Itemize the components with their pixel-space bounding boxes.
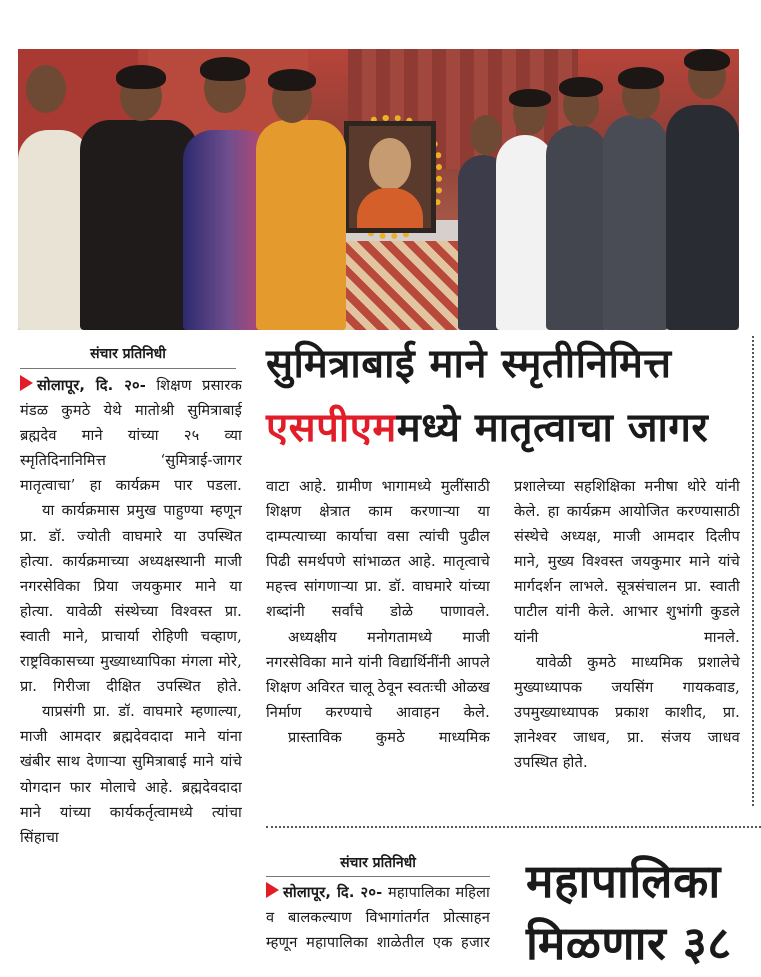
article-column-1 [20,373,242,850]
bullet-triangle-icon [20,375,33,391]
paragraph-text: शिक्षण प्रसारक मंडळ कुमठे येथे मातोश्री सुमित्राबाई ब्रह्मदेव माने यांच्या २५ व्या स्मृतिदिनानिमित्त ‘सुमित्राई-जागर मातृत्वाचा’ हा कार्यक्रम पार पडला. [20,377,242,495]
column-1-paragraph-1 [20,373,242,498]
column-3-paragraph-2: यावेळी कुमठे माध्यमिक प्रशालेचे मुख्याध्यापक जयसिंग गायकवाड, उपमुख्याध्यापक प्रकाश काशीद, प्रा. ज्ञानेश्वर जाधव, प्रा. संजय जाधव उपस्थित होते. [514,653,740,772]
byline-article-2: संचार प्रतिनिधी [340,855,416,871]
column-1-paragraph-3: याप्रसंगी प्रा. डॉ. वाघमारे म्हणाल्या, माजी आमदार ब्रह्मदेवदादा माने यांना खंबीर साथ देणाऱ्या सुमित्राबाई माने यांचे योगदान फार मोलाचे आहे. ब्रह्मदेवदादा माने यांच्या कार्यकर्तृत्वामध्ये त्यांचा सिंहाचा [20,703,242,846]
byline-rule [20,368,236,369]
byline: संचार प्रतिनिधी [90,346,166,362]
column-1-paragraph-2: या कार्यक्रमास प्रमुख पाहुण्या म्हणून प्रा. डॉ. ज्योती वाघमारे या उपस्थित होत्या. कार्यक्रमाच्या अध्यक्षस्थानी माजी नगरसेविका प्रिया जयकुमार माने या होत्या. यावेळी संस्थेच्या विश्वस्त प्रा. स्वाती माने, प्राचार्या रोहिणी चव्हाण, राष्ट्रविकासच्या मुख्याध्यापिका मंगला मोरे, प्रा. गिरीजा दीक्षित उपस्थित होते. [20,502,242,696]
headline-black-part: मध्ये मातृत्वाचा जागर [396,405,709,451]
dateline-article-2: सोलापूर, दि. २०- [283,884,383,901]
column-3-paragraph-1: प्रशालेच्या सहशिक्षिका मनीषा थोरे यांनी केले. हा कार्यक्रम आयोजित करण्यासाठी संस्थेचे अध्यक्ष, माजी आमदार दिलीप माने, मुख्य विश्वस्त जयकुमार माने यांचे मार्गदर्शन लाभले. सूत्रसंचालन प्रा. स्वाती पाटील यांनी केले. आभार शुभांगी कुडले यांनी मानले. [514,478,740,646]
article-2-text: महापालिका महिला व बालकल्याण विभागांतर्गत प्रोत्साहन म्हणून महापालिका शाळेतील एक हजार [266,884,490,952]
column-2-paragraph-2: अध्यक्षीय मनोगतामध्ये माजी नगरसेविका माने यांनी विद्यार्थिनींनी आपले शिक्षण अविरत चालू ठेवून स्वतःची ओळख निर्माण करण्याचे आवाहन केले. [266,628,490,721]
article-column-2 [266,474,490,750]
event-photo [18,49,739,330]
portrait-frame [344,121,436,233]
headline-line-2 [266,403,708,453]
article-2-headline-line-2: मिळणार ३८ [526,916,732,970]
column-2-paragraph-1: वाटा आहे. ग्रामीण भागामध्ये मुलींसाठी शिक्षण क्षेत्रात काम करणाऱ्या या दाम्पत्याच्या कार्याचा वसा त्यांची पुढील पिढी समर्थपणे सांभाळत आहे. मातृत्वाचे महत्त्व सांगणाऱ्या प्रा. डॉ. वाघमारे यांच्या शब्दांनी सर्वांचे डोळे पाणावले. [266,478,490,621]
article-2-column [266,880,490,955]
article-separator [266,826,761,828]
column-2-paragraph-3: प्रास्ताविक कुमठे माध्यमिक [288,728,490,746]
headline-red-part: एसपीएम [266,405,397,451]
article-2-paragraph [266,880,490,955]
headline-line-1: सुमित्राबाई माने स्मृतीनिमित्त [266,341,672,387]
dateline: सोलापूर, दि. २०- [37,377,147,394]
byline-rule-article-2 [266,876,490,877]
article-column-3 [514,474,740,775]
article-2-headline-line-1: महापालिका [526,854,721,908]
column-separator [752,336,754,806]
bullet-triangle-icon [266,882,279,898]
